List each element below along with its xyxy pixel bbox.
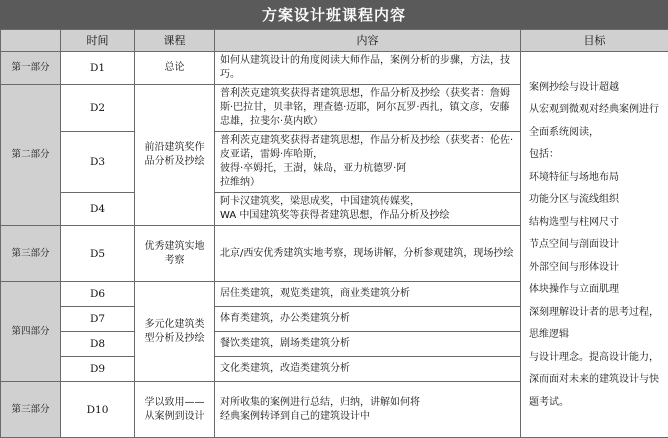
- day-code: D7: [61, 307, 135, 332]
- goal-text: 案例抄绘与设计超越 从宏观到微观对经典案例进行 全面系统阅读， 包括： 环境特征与场地布局 功能分区与流线组织 结构选型与柱网尺寸 节点空间与剖面设计 外部空间与形体设计 体块操作与立面肌理 深刻理解设计者的思考过程， 思维逻辑 与设计理念。提高设计能力， 深而面对未来的建筑设计与快 题考试。: [521, 52, 668, 438]
- day-code: D8: [61, 332, 135, 357]
- course-name: 总论: [135, 52, 215, 85]
- curriculum-table: [0, 29, 668, 438]
- course-content: 普利茨克建筑奖获得者建筑思想，作品分析及抄绘（获奖者：伦佐·皮亚诺，雷姆·库哈斯， 彼得·卒姆托，王澍，妹岛，亚力杭德罗·阿 拉维纳）: [215, 132, 521, 193]
- course-content: 如何从建筑设计的角度阅读大师作品，案例分析的步骤，方法，技巧。: [215, 52, 521, 85]
- course-name: 前沿建筑奖作品分析及抄绘: [135, 85, 215, 226]
- course-name: 学以致用——从案例到设计: [135, 382, 215, 438]
- table-header-row: [1, 30, 668, 52]
- header-content: 内容: [215, 30, 521, 52]
- course-content: 普利茨克建筑奖获得者建筑思想，作品分析及抄绘（获奖者：詹姆斯·巴拉甘，贝聿铭，理查德·迈耶，阿尔瓦罗·西扎，镇文彦，安藤忠雄，拉斐尔·莫内欧）: [215, 85, 521, 132]
- part-label: 第二部分: [1, 85, 61, 226]
- day-code: D5: [61, 226, 135, 282]
- header-course: 课程: [135, 30, 215, 52]
- part-label: 第四部分: [1, 282, 61, 382]
- header-goal: 目标: [521, 30, 668, 52]
- course-content: 餐饮类建筑，剧场类建筑分析: [215, 332, 521, 357]
- course-name: 多元化建筑类型分析及抄绘: [135, 282, 215, 382]
- part-label: 第三部分: [1, 382, 61, 438]
- day-code: D2: [61, 85, 135, 132]
- day-code: D6: [61, 282, 135, 307]
- header-time: 时间: [61, 30, 135, 52]
- course-content: 北京/西安优秀建筑实地考察，现场讲解，分析参观建筑，现场抄绘: [215, 226, 521, 282]
- day-code: D4: [61, 193, 135, 226]
- course-content: 对所收集的案例进行总结，归纳，讲解如何将 经典案例转译到自己的建筑设计中: [215, 382, 521, 438]
- day-code: D3: [61, 132, 135, 193]
- part-label: 第一部分: [1, 52, 61, 85]
- header-part: [1, 30, 61, 52]
- day-code: D9: [61, 357, 135, 382]
- day-code: D1: [61, 52, 135, 85]
- day-code: D10: [61, 382, 135, 438]
- course-content: 体育类建筑，办公类建筑分析: [215, 307, 521, 332]
- table-row: [1, 52, 668, 85]
- course-content: 文化类建筑，改造类建筑分析: [215, 357, 521, 382]
- course-content: 居住类建筑，观览类建筑，商业类建筑分析: [215, 282, 521, 307]
- part-label: 第三部分: [1, 226, 61, 282]
- course-name: 优秀建筑实地考察: [135, 226, 215, 282]
- course-content: 阿卡汉建筑奖，梁思成奖，中国建筑传媒奖， WA 中国建筑奖等获得者建筑思想，作品分析及抄绘: [215, 193, 521, 226]
- page-title: 方案设计班课程内容: [0, 0, 668, 29]
